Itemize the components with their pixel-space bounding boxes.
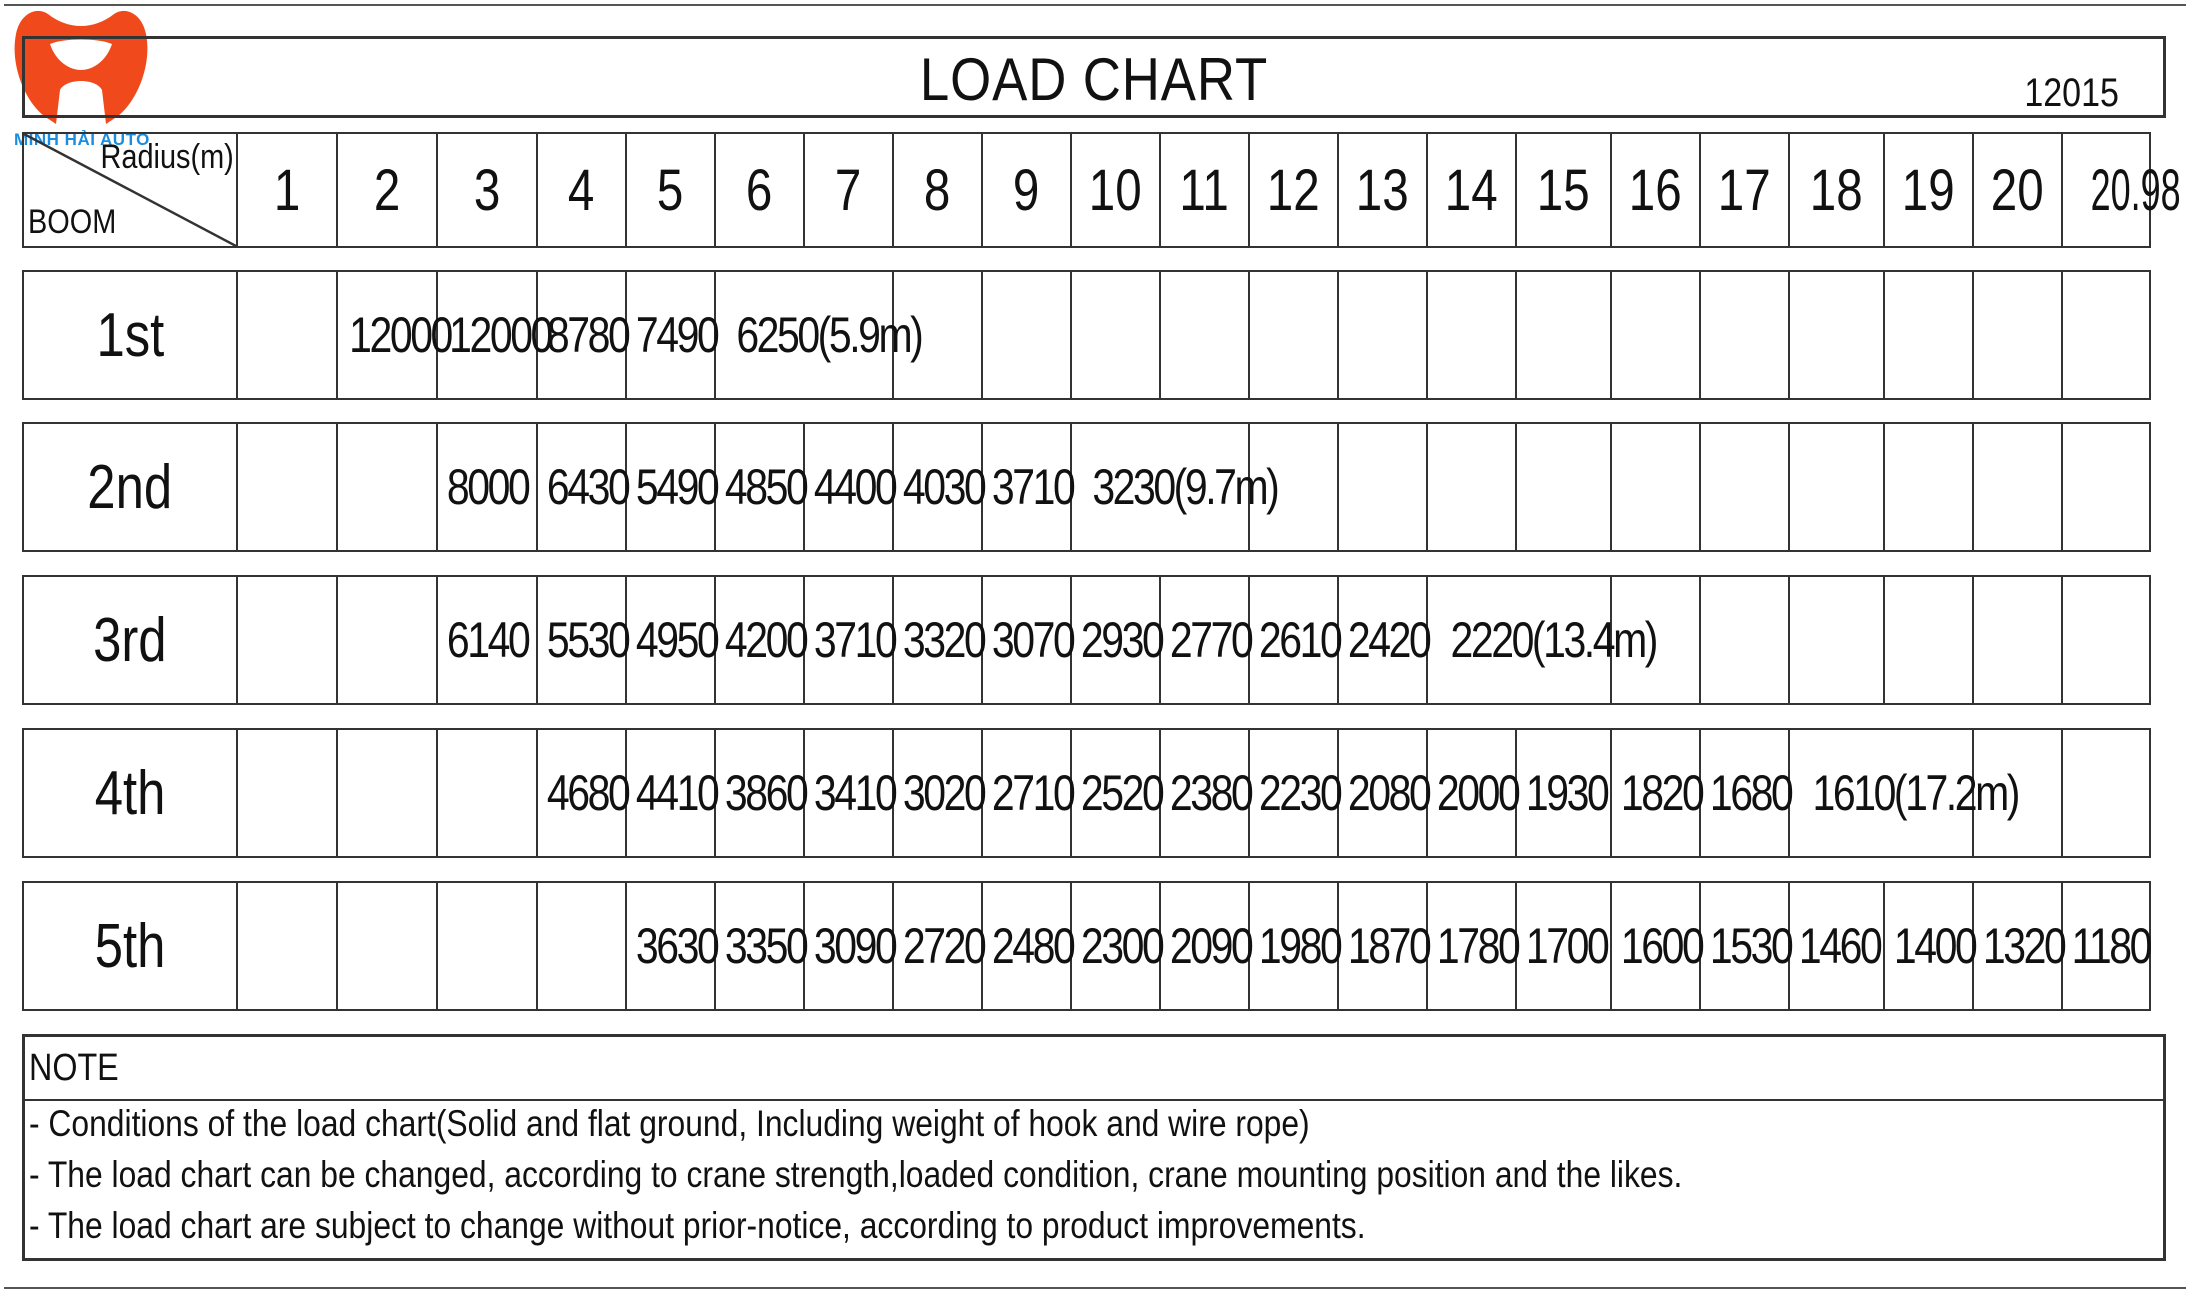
load-value: 2220(13.4m) bbox=[1450, 612, 1656, 668]
load-cell bbox=[982, 576, 1074, 704]
load-cell bbox=[1973, 882, 2065, 1010]
empty-cell bbox=[1973, 423, 2062, 551]
load-value: 2480 bbox=[991, 918, 1074, 974]
load-cell bbox=[804, 423, 896, 551]
load-cell bbox=[626, 271, 718, 399]
note-line: - Conditions of the load chart(Solid and flat ground, Including weight of hook and wire rope) bbox=[29, 1103, 1310, 1144]
load-cell bbox=[715, 729, 807, 857]
load-value: 1320 bbox=[1982, 918, 2065, 974]
empty-cell bbox=[1700, 423, 1789, 551]
load-value: 1680 bbox=[1709, 765, 1792, 821]
empty-cell bbox=[237, 576, 337, 704]
load-value: 2610 bbox=[1258, 612, 1341, 668]
empty-cell bbox=[1249, 271, 1338, 399]
empty-cell bbox=[337, 882, 437, 1010]
load-value: 6430 bbox=[546, 459, 629, 515]
load-cell bbox=[982, 423, 1074, 551]
radius-header-cell bbox=[1338, 133, 1427, 247]
boom-section: 4th bbox=[94, 758, 166, 828]
boom-section: 5th bbox=[94, 911, 166, 981]
radius-header-cell bbox=[1611, 133, 1700, 247]
boom-row-2nd bbox=[22, 422, 2151, 552]
radius-header-cell bbox=[1249, 133, 1338, 247]
load-cell bbox=[1249, 729, 1341, 857]
empty-cell bbox=[537, 882, 626, 1010]
empty-cell bbox=[337, 423, 437, 551]
load-value: 6250(5.9m) bbox=[736, 307, 922, 363]
load-cell bbox=[1427, 576, 1656, 704]
empty-cell bbox=[237, 271, 337, 399]
load-value: 2380 bbox=[1169, 765, 1252, 821]
load-cell bbox=[1516, 882, 1611, 1010]
empty-cell bbox=[1884, 423, 1973, 551]
load-value: 1930 bbox=[1525, 765, 1608, 821]
load-value: 1820 bbox=[1620, 765, 1703, 821]
load-cell bbox=[626, 576, 718, 704]
load-value: 2930 bbox=[1080, 612, 1163, 668]
load-value: 3860 bbox=[724, 765, 807, 821]
boom-label-cell bbox=[23, 882, 237, 1010]
radius-header-cell bbox=[1427, 133, 1516, 247]
load-cell bbox=[1071, 882, 1163, 1010]
logo-text: MINH HẢI AUTO bbox=[14, 130, 150, 149]
load-cell bbox=[982, 882, 1074, 1010]
model-code: 12015 bbox=[2024, 71, 2119, 115]
empty-cell bbox=[237, 729, 337, 857]
load-cell bbox=[1516, 729, 1611, 857]
radius-value: 17 bbox=[1718, 157, 1771, 223]
empty-cell bbox=[1973, 271, 2062, 399]
empty-cell bbox=[1789, 423, 1884, 551]
radius-value: 1 bbox=[273, 157, 301, 223]
load-cell bbox=[1071, 423, 1278, 551]
load-cell bbox=[437, 423, 537, 551]
load-value: 1980 bbox=[1258, 918, 1341, 974]
radius-value: 10 bbox=[1089, 157, 1142, 223]
load-value: 12000 bbox=[449, 307, 551, 363]
radius-value: 5 bbox=[657, 157, 684, 223]
load-cell bbox=[337, 271, 451, 399]
load-cell bbox=[626, 729, 718, 857]
radius-header bbox=[22, 132, 2181, 248]
radius-value: 11 bbox=[1179, 157, 1230, 223]
radius-label: Radius(m) bbox=[100, 138, 234, 176]
load-cell bbox=[1789, 882, 1884, 1010]
load-value: 2000 bbox=[1436, 765, 1519, 821]
load-cell bbox=[1884, 882, 1976, 1010]
load-value: 3410 bbox=[813, 765, 896, 821]
load-cell bbox=[1611, 882, 1703, 1010]
radius-header-cell bbox=[893, 133, 982, 247]
empty-cell bbox=[437, 729, 537, 857]
load-value: 3020 bbox=[902, 765, 985, 821]
empty-cell bbox=[1427, 423, 1516, 551]
load-value: 1180 bbox=[2071, 918, 2150, 974]
radius-value: 6 bbox=[746, 157, 773, 223]
load-value: 8000 bbox=[446, 459, 529, 515]
radius-value: 8 bbox=[924, 157, 951, 223]
empty-cell bbox=[1611, 423, 1700, 551]
load-value: 3070 bbox=[991, 612, 1074, 668]
radius-header-cell bbox=[804, 133, 893, 247]
load-value: 2090 bbox=[1169, 918, 1252, 974]
boom-row-5th bbox=[22, 881, 2151, 1011]
load-cell bbox=[2062, 882, 2150, 1010]
load-value: 4410 bbox=[635, 765, 718, 821]
radius-value: 13 bbox=[1356, 157, 1409, 223]
radius-header-cell bbox=[537, 133, 626, 247]
empty-cell bbox=[1700, 576, 1789, 704]
empty-cell bbox=[237, 423, 337, 551]
radius-header-cell bbox=[715, 133, 804, 247]
note-title: NOTE bbox=[29, 1047, 119, 1089]
load-cell bbox=[893, 576, 985, 704]
load-value: 1870 bbox=[1347, 918, 1430, 974]
radius-header-cell bbox=[1700, 133, 1789, 247]
note-line: - The load chart can be changed, according to crane strength,loaded condition, crane mounting position and the likes. bbox=[29, 1154, 1683, 1195]
load-value: 6140 bbox=[446, 612, 529, 668]
load-value: 4200 bbox=[724, 612, 807, 668]
empty-cell bbox=[1071, 271, 1160, 399]
load-value: 1400 bbox=[1893, 918, 1976, 974]
empty-cell bbox=[1884, 576, 1973, 704]
load-value: 2420 bbox=[1347, 612, 1430, 668]
radius-value: 20.98 bbox=[2090, 157, 2181, 223]
load-value: 8780 bbox=[546, 307, 629, 363]
empty-cell bbox=[1973, 576, 2062, 704]
radius-header-cell bbox=[982, 133, 1071, 247]
load-cell bbox=[715, 576, 807, 704]
empty-cell bbox=[1884, 271, 1973, 399]
empty-cell bbox=[1160, 271, 1249, 399]
load-value: 3320 bbox=[902, 612, 985, 668]
load-cell bbox=[1700, 729, 1792, 857]
load-cell bbox=[1700, 882, 1792, 1010]
boom-section: 1st bbox=[96, 300, 164, 370]
load-cell bbox=[893, 729, 985, 857]
empty-cell bbox=[982, 271, 1071, 399]
empty-cell bbox=[1789, 576, 1884, 704]
load-cell bbox=[804, 576, 896, 704]
boom-label-cell bbox=[23, 271, 237, 399]
load-cell bbox=[982, 729, 1074, 857]
load-cell bbox=[1789, 729, 2018, 857]
radius-value: 9 bbox=[1013, 157, 1040, 223]
load-value: 4950 bbox=[635, 612, 718, 668]
note-line: - The load chart are subject to change without prior-notice, according to product improvements. bbox=[29, 1205, 1366, 1246]
load-value: 4850 bbox=[724, 459, 807, 515]
load-cell bbox=[1611, 729, 1703, 857]
note-box bbox=[22, 1034, 2166, 1261]
load-cell bbox=[537, 729, 629, 857]
boom-label-cell bbox=[23, 576, 237, 704]
load-cell bbox=[1160, 729, 1252, 857]
load-value: 3350 bbox=[724, 918, 807, 974]
radius-value: 18 bbox=[1810, 157, 1863, 223]
load-cell bbox=[626, 423, 718, 551]
radius-value: 2 bbox=[373, 157, 401, 223]
load-value: 3630 bbox=[635, 918, 718, 974]
header-corner bbox=[23, 133, 237, 247]
load-value: 2080 bbox=[1347, 765, 1430, 821]
empty-cell bbox=[1338, 271, 1427, 399]
load-cell bbox=[1071, 576, 1163, 704]
radius-value: 12 bbox=[1267, 157, 1320, 223]
load-value: 4400 bbox=[813, 459, 896, 515]
load-value: 7490 bbox=[635, 307, 718, 363]
empty-cell bbox=[337, 576, 437, 704]
load-cell bbox=[1071, 729, 1163, 857]
radius-header-cell bbox=[1160, 133, 1249, 247]
load-value: 1700 bbox=[1525, 918, 1608, 974]
load-cell bbox=[1249, 882, 1341, 1010]
boom-label-cell bbox=[23, 423, 237, 551]
load-value: 3230(9.7m) bbox=[1092, 459, 1278, 515]
load-value: 1610(17.2m) bbox=[1812, 765, 2018, 821]
load-cell bbox=[537, 271, 629, 399]
load-cell bbox=[1338, 729, 1430, 857]
load-cell bbox=[626, 882, 718, 1010]
empty-cell bbox=[1611, 271, 1700, 399]
radius-value: 16 bbox=[1629, 157, 1682, 223]
radius-value: 19 bbox=[1902, 157, 1955, 223]
radius-header-cell bbox=[237, 133, 337, 247]
load-cell bbox=[804, 882, 896, 1010]
load-value: 1780 bbox=[1436, 918, 1519, 974]
load-value: 12000 bbox=[349, 307, 451, 363]
load-value: 2770 bbox=[1169, 612, 1252, 668]
load-value: 2520 bbox=[1080, 765, 1163, 821]
title-bar bbox=[22, 36, 2166, 118]
boom-section: 2nd bbox=[87, 452, 173, 522]
load-value: 2300 bbox=[1080, 918, 1163, 974]
load-value: 5530 bbox=[546, 612, 629, 668]
empty-cell bbox=[2062, 271, 2150, 399]
load-cell bbox=[1160, 576, 1252, 704]
load-cell bbox=[1338, 882, 1430, 1010]
empty-cell bbox=[2062, 423, 2150, 551]
load-value: 5490 bbox=[635, 459, 718, 515]
boom-section: 3rd bbox=[93, 605, 167, 675]
load-value: 4030 bbox=[902, 459, 985, 515]
radius-value: 4 bbox=[568, 157, 595, 223]
empty-cell bbox=[237, 882, 337, 1010]
empty-cell bbox=[1516, 271, 1611, 399]
load-cell bbox=[1338, 576, 1430, 704]
load-value: 3710 bbox=[813, 612, 896, 668]
radius-value: 3 bbox=[473, 157, 501, 223]
empty-cell bbox=[1700, 271, 1789, 399]
load-value: 1530 bbox=[1709, 918, 1792, 974]
load-cell bbox=[1427, 882, 1519, 1010]
empty-cell bbox=[337, 729, 437, 857]
boom-row-4th bbox=[22, 728, 2151, 858]
load-value: 3090 bbox=[813, 918, 896, 974]
load-value: 2710 bbox=[991, 765, 1074, 821]
boom-label: BOOM bbox=[28, 203, 117, 241]
load-cell bbox=[437, 576, 537, 704]
load-cell bbox=[1249, 576, 1341, 704]
radius-value: 7 bbox=[835, 157, 862, 223]
radius-header-cell bbox=[626, 133, 715, 247]
radius-value: 15 bbox=[1537, 157, 1590, 223]
note-header bbox=[25, 1037, 2163, 1101]
radius-value: 20 bbox=[1991, 157, 2044, 223]
load-cell bbox=[537, 576, 629, 704]
radius-header-cell bbox=[437, 133, 537, 247]
load-value: 1600 bbox=[1620, 918, 1703, 974]
load-cell bbox=[804, 729, 896, 857]
radius-header-cell bbox=[1071, 133, 1160, 247]
load-value: 3710 bbox=[991, 459, 1074, 515]
radius-header-cell bbox=[1884, 133, 1973, 247]
boom-label-cell bbox=[23, 729, 237, 857]
empty-cell bbox=[2062, 576, 2150, 704]
load-cell bbox=[893, 423, 985, 551]
load-cell bbox=[1160, 882, 1252, 1010]
boom-row-3rd bbox=[22, 575, 2151, 705]
load-value: 2230 bbox=[1258, 765, 1341, 821]
empty-cell bbox=[1516, 423, 1611, 551]
radius-header-cell bbox=[1516, 133, 1611, 247]
load-value: 4680 bbox=[546, 765, 629, 821]
load-cell bbox=[893, 882, 985, 1010]
empty-cell bbox=[437, 882, 537, 1010]
load-cell bbox=[715, 423, 807, 551]
load-cell bbox=[437, 271, 551, 399]
load-cell bbox=[715, 271, 922, 399]
load-value: 2720 bbox=[902, 918, 985, 974]
boom-row-1st bbox=[22, 270, 2151, 400]
load-cell bbox=[537, 423, 629, 551]
load-cell bbox=[715, 882, 807, 1010]
radius-header-cell bbox=[2062, 133, 2181, 247]
empty-cell bbox=[2062, 729, 2150, 857]
empty-cell bbox=[1427, 271, 1516, 399]
chart-title: LOAD CHART bbox=[919, 46, 1269, 113]
radius-value: 14 bbox=[1445, 157, 1498, 223]
empty-cell bbox=[1338, 423, 1427, 551]
radius-header-cell bbox=[1973, 133, 2062, 247]
radius-header-cell bbox=[1789, 133, 1884, 247]
empty-cell bbox=[1789, 271, 1884, 399]
load-value: 1460 bbox=[1798, 918, 1881, 974]
radius-header-cell bbox=[337, 133, 437, 247]
load-cell bbox=[1427, 729, 1519, 857]
